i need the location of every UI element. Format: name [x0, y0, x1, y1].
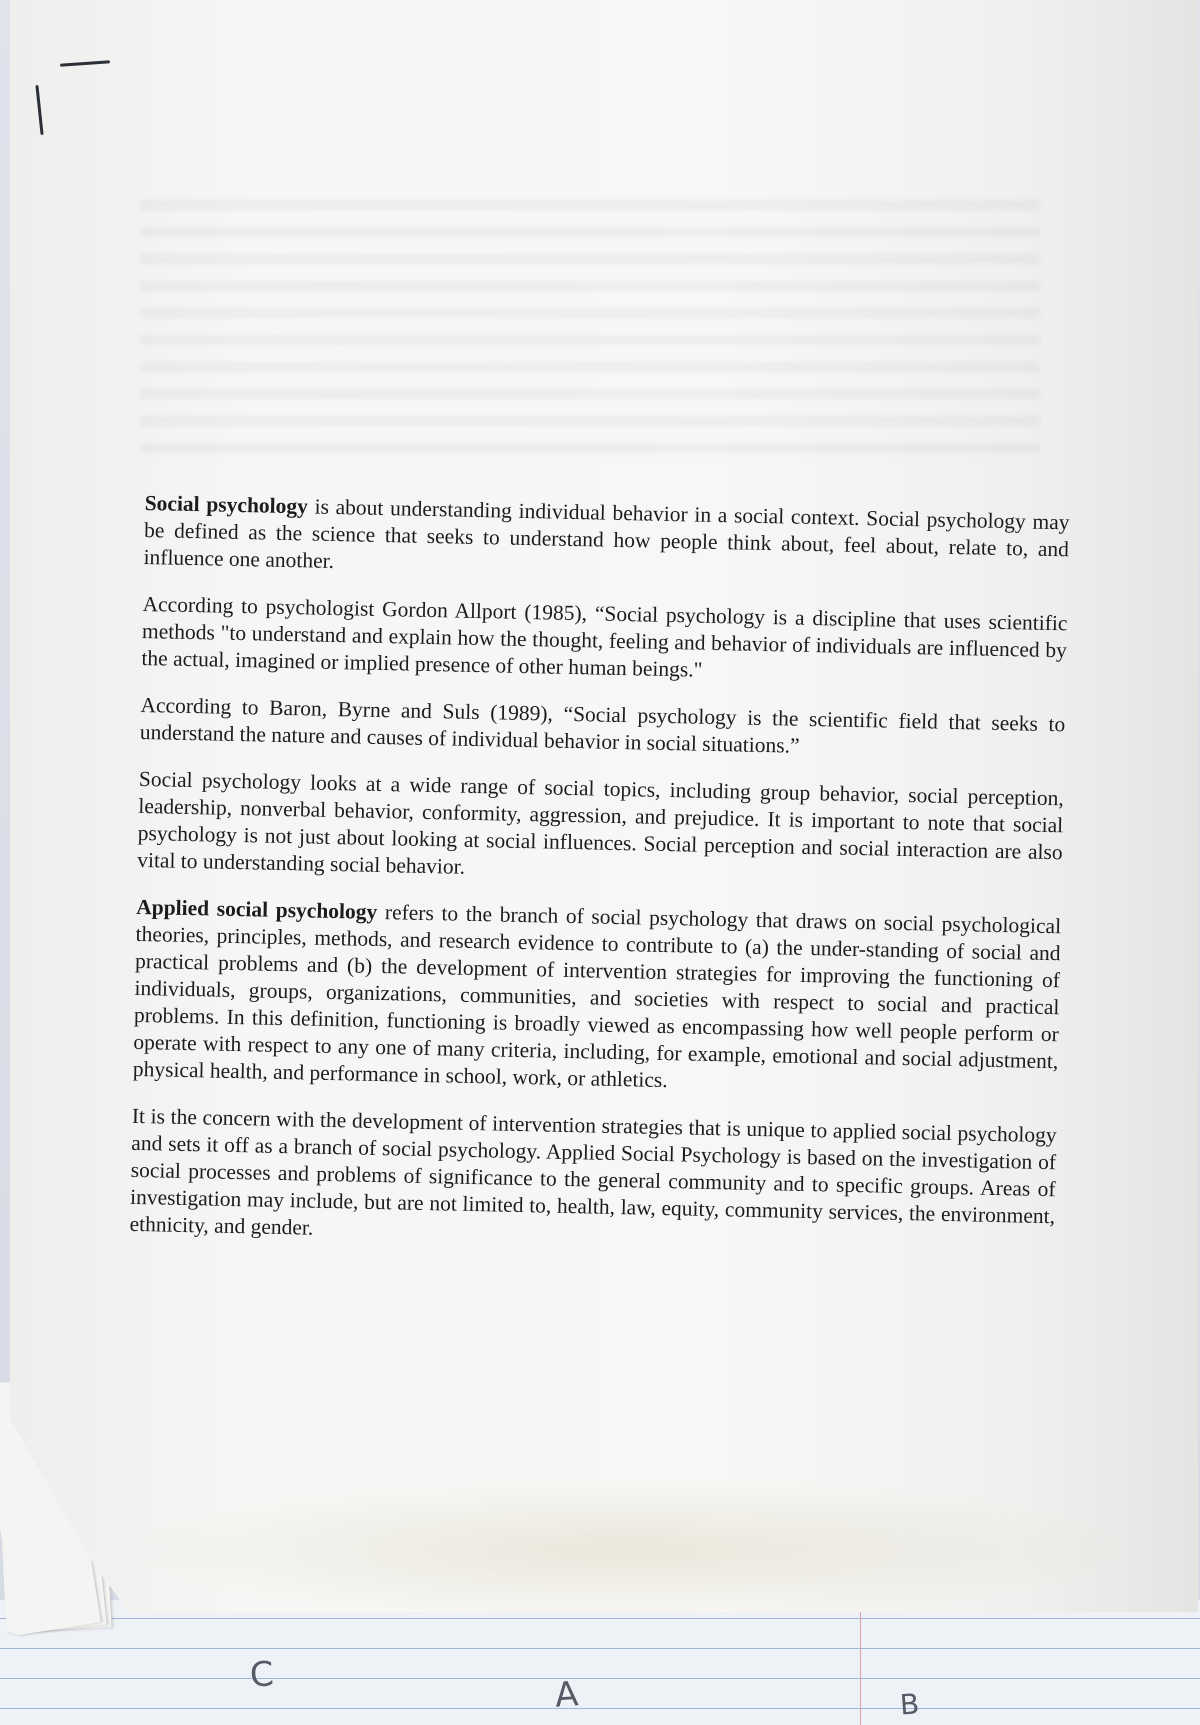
- term-social-psychology: Social psychology: [144, 490, 309, 519]
- paragraph-topics: [137, 766, 1064, 893]
- paper-stain: [130, 1480, 1130, 1620]
- margin-line: [860, 1600, 861, 1725]
- ruled-line: [0, 1708, 1200, 1709]
- paragraph-text: Social psychology looks at a wide range of social topics, including group behavior, social perception, leadership, nonverbal behavior, conformity, aggression, and prejudice. It is important to note that social psychology is not just about looking at social influences. Social perception and social interaction are also vital to understanding social behavior.: [137, 766, 1064, 879]
- ruled-line: [0, 1678, 1200, 1679]
- handwritten-letter: A: [553, 1674, 580, 1716]
- paragraph-text: refers to the branch of social psychology that draws on social psychological theories, principles, methods, and research evidence to contribute to (a) the under-standing of social and practical problems and (b) the development of intervention strategies for improving the functioning of individuals, groups, organizations, communities, and societies with respect to social and practical problems. In this definition, functioning is broadly viewed as encompassing how well people perform or operate with respect to any one of many criteria, including, for example, emotional and social adjustment, physical health, and performance in school, work, or athletics.: [132, 899, 1062, 1093]
- handwritten-letter: B: [898, 1687, 921, 1722]
- document-body: [129, 490, 1070, 1277]
- paragraph-text: It is the concern with the development of intervention strategies that is unique to applied social psychology and sets it off as a branch of social psychology. Applied Social Psychology is based on the investigation of social processes and problems of significance to the general community and to specific groups. Areas of investigation may include, but are not limited to, health, law, equity, community services, the environment, ethnicity, and gender.: [129, 1103, 1057, 1240]
- paragraph-applied-definition: [133, 894, 1062, 1102]
- ruled-line: [0, 1618, 1200, 1619]
- paragraph-allport-quote: [141, 591, 1067, 691]
- paragraph-intervention: [129, 1103, 1057, 1257]
- handwritten-letter: C: [248, 1654, 276, 1696]
- ruled-line: [0, 1648, 1200, 1649]
- paragraph-text: is about understanding individual behavior in a social context. Social psychology may be defined as the science that seeks to understand how people think about, feel about, relate to, and influence one another.: [143, 494, 1070, 573]
- paragraph-text: According to Baron, Byrne and Suls (1989), “Social psychology is the scientific field that seeks to understand the nature and causes of individual behavior in social situations.”: [139, 692, 1066, 758]
- paragraph-baron-quote: [140, 692, 1066, 765]
- paragraph-text: According to psychologist Gordon Allport (1985), “Social psychology is a discipline that uses scientific methods "to understand and explain how the thought, feeling and behavior of individuals are influenced by the actual, imagined or implied presence of other human beings.": [141, 591, 1068, 682]
- underlying-notebook-sheet: [0, 1600, 1200, 1725]
- bleed-through-text: [140, 200, 1040, 460]
- term-applied-social-psychology: Applied social psychology: [136, 894, 378, 924]
